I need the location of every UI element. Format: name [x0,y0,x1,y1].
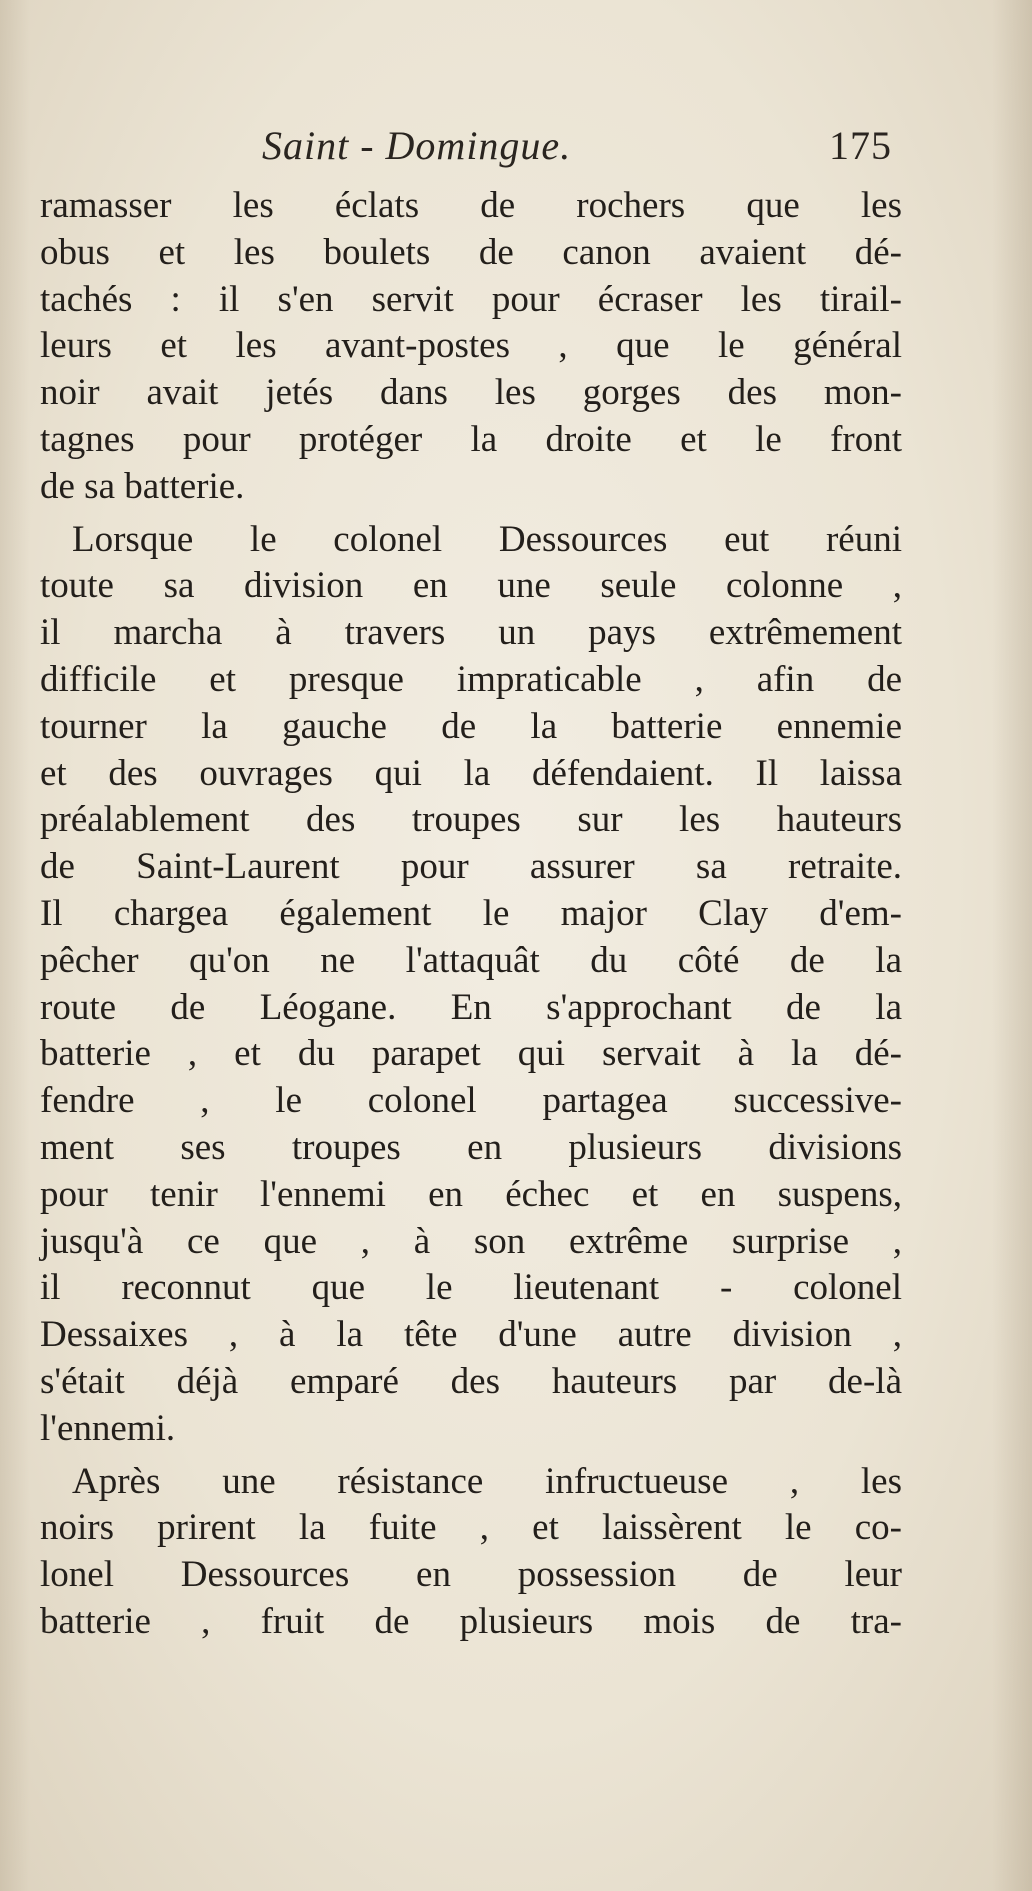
text-line: jusqu'à ce que , à son extrême surprise , [40,1220,902,1262]
text-line: tourner la gauche de la batterie ennemie [40,705,902,747]
text-line: il reconnut que le lieutenant - colonel [40,1267,902,1309]
text-line: noirs prirent la fuite , et laissèrent le co- [40,1507,902,1549]
text-line: Lorsque le colonel Dessources eut réuni [72,518,902,560]
text-line: Après une résistance infructueuse , les [72,1460,902,1502]
paragraph [40,517,902,1453]
text-line: toute sa division en une seule colonne , [40,565,902,607]
text-line: leurs et les avant-postes , que le général [40,325,902,367]
text-line: de sa batterie. [40,465,245,507]
page-number: 175 [829,123,892,168]
page-edge-shadow-right [992,0,1032,1891]
text-line: ramasser les éclats de rochers que les [40,185,902,226]
text-line: lonel Dessources en possession de leur [40,1554,902,1596]
paragraph [40,1459,902,1646]
text-line: de Saint-Laurent pour assurer sa retraite. [40,846,902,888]
text-line: Dessaixes , à la tête d'une autre division , [40,1314,902,1356]
text-line: tagnes pour protéger la droite et le front [40,418,902,460]
text-line: l'ennemi. [40,1407,176,1449]
text-line: noir avait jetés dans les gorges des mon- [40,372,902,414]
text-line: pour tenir l'ennemi en échec et en suspens, [40,1173,902,1215]
running-head [262,122,892,182]
text-line: fendre , le colonel partagea successive- [40,1080,902,1122]
text-line: batterie , et du parapet qui servait à la dé- [40,1033,902,1075]
text-line: difficile et presque impraticable , afin de [40,658,902,700]
running-title: Saint - Domingue. [262,123,572,168]
text-line: tachés : il s'en servit pour écraser les tirail- [40,278,902,320]
text-line: préalablement des troupes sur les hauteurs [40,799,902,841]
text-line: route de Léogane. En s'approchant de la [40,986,902,1028]
text-line: batterie , fruit de plusieurs mois de tra- [40,1600,902,1642]
text-line: pêcher qu'on ne l'attaquât du côté de la [40,939,902,981]
paragraph [40,183,902,511]
page-edge-shadow-left [0,0,30,1891]
text-line: s'était déjà emparé des hauteurs par de-là [40,1360,902,1402]
text-line: Il chargea également le major Clay d'em- [40,892,902,934]
text-line: obus et les boulets de canon avaient dé- [40,231,902,273]
text-line: ment ses troupes en plusieurs divisions [40,1126,902,1168]
body-text [40,183,902,1646]
text-line: il marcha à travers un pays extrêmement [40,612,902,654]
text-line: et des ouvrages qui la défendaient. Il laissa [40,752,902,794]
